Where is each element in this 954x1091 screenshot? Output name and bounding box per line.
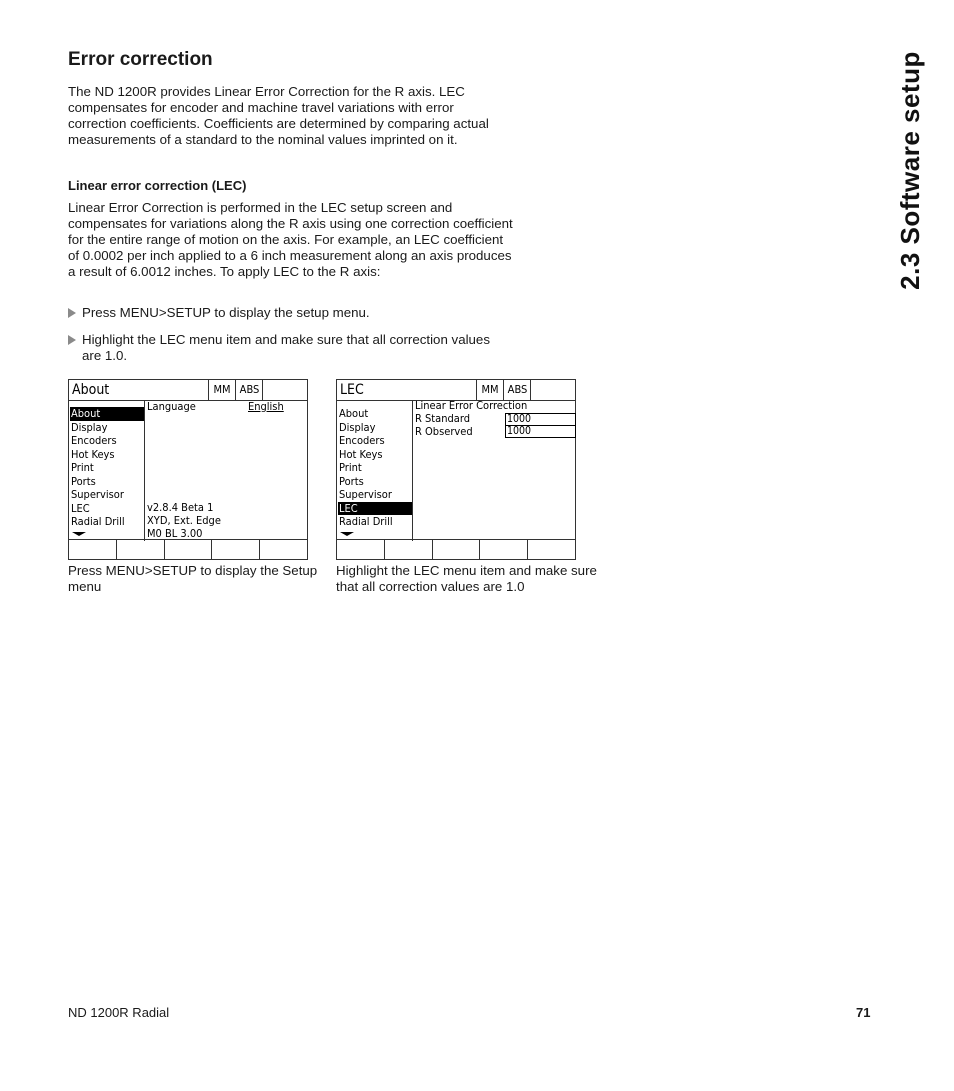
abs-button: ABS (503, 380, 531, 400)
config-info: XYD, Ext. Edge (147, 514, 221, 527)
menu-item-print: Print (339, 461, 362, 474)
softkey (432, 540, 480, 559)
intro-paragraph: The ND 1200R provides Linear Error Correction for the R axis. LEC compensates for encoder and machine travel variations with error correction coefficients. Coefficients are determined by comparing actual measurements of a standard to the nominal values imprinted on it. (68, 84, 489, 147)
language-label: Language (147, 400, 196, 413)
r-observed-label: R Observed (415, 425, 473, 438)
menu-item-lec: LEC (71, 501, 90, 515)
language-value: English (248, 400, 284, 413)
menu-item-display: Display (339, 420, 376, 434)
menu-item-about: About (339, 407, 369, 420)
softkey (384, 540, 432, 559)
menu-divider (412, 400, 413, 541)
menu-item-supervisor: Supervisor (339, 488, 392, 501)
mm-button: MM (476, 380, 503, 400)
step-item (68, 332, 508, 364)
title-blank-cell (530, 380, 576, 400)
bl-info: M0 BL 3.00 (147, 527, 203, 540)
title-blank-cell (262, 380, 308, 400)
softkey (337, 540, 384, 559)
screen-title: About (72, 382, 110, 398)
softkey (259, 540, 307, 559)
setup-screen-about (68, 379, 308, 560)
section-side-tab-label: 2.3 Software setup (894, 50, 925, 290)
mm-button: MM (208, 380, 235, 400)
menu-item-ports: Ports (71, 474, 96, 488)
screen1-caption: Press MENU>SETUP to display the Setup menu (68, 563, 318, 594)
scroll-down-icon (72, 532, 86, 536)
step-text: Highlight the LEC menu item and make sure that all correction values are 1.0. (82, 332, 490, 363)
version-info: v2.8.4 Beta 1 (147, 501, 214, 514)
menu-item-radial-drill: Radial Drill (71, 515, 125, 528)
softkey (479, 540, 527, 559)
menu-divider (144, 400, 145, 541)
lec-paragraph: Linear Error Correction is performed in the LEC setup screen and compensates for variations along the R axis using one correction coefficient for the entire range of motion on the axis. For example, an LEC coefficient of 0.0002 per inch applied to a 6 inch measurement along an axis produces a result of 6.0012 inches. To apply LEC to the R axis: (68, 200, 513, 279)
menu-item-supervisor: Supervisor (71, 488, 124, 501)
softkey-row (69, 539, 307, 559)
step-arrow-icon (68, 308, 76, 318)
screen-title-bar (69, 380, 307, 401)
step-text: Press MENU>SETUP to display the setup menu. (82, 305, 370, 320)
page-number: 71 (856, 1005, 871, 1020)
menu-item-lec: LEC (338, 502, 412, 516)
setup-menu (338, 407, 412, 529)
subsection-heading: Linear error correction (LEC) (68, 178, 247, 193)
section-heading: Error correction (68, 49, 213, 70)
setup-screen-lec (336, 379, 576, 560)
scroll-down-icon (340, 532, 354, 536)
section-side-tab (880, 40, 940, 300)
softkey-row (337, 539, 575, 559)
abs-button: ABS (235, 380, 263, 400)
screen-title-bar (337, 380, 575, 401)
menu-item-display: Display (71, 420, 108, 434)
r-standard-field: 1000 (505, 413, 576, 426)
lec-header: Linear Error Correction (415, 399, 528, 412)
screen2-caption: Highlight the LEC menu item and make sure that all correction values are 1.0 (336, 563, 597, 594)
screen-title: LEC (340, 382, 364, 398)
menu-item-radial-drill: Radial Drill (339, 515, 393, 528)
softkey (116, 540, 164, 559)
softkey (211, 540, 259, 559)
step-arrow-icon (68, 335, 76, 345)
setup-menu (70, 407, 144, 529)
menu-item-hot-keys: Hot Keys (339, 447, 383, 461)
menu-item-ports: Ports (339, 474, 364, 488)
softkey (164, 540, 212, 559)
r-standard-label: R Standard (415, 412, 471, 425)
menu-item-encoders: Encoders (71, 434, 117, 447)
menu-item-print: Print (71, 461, 94, 474)
r-observed-field: 1000 (505, 425, 576, 438)
softkey (69, 540, 116, 559)
softkey (527, 540, 575, 559)
step-item (68, 305, 508, 321)
menu-item-encoders: Encoders (339, 434, 385, 447)
menu-item-about: About (70, 407, 144, 421)
menu-item-hot-keys: Hot Keys (71, 447, 115, 461)
footer-product-name: ND 1200R Radial (68, 1005, 170, 1020)
